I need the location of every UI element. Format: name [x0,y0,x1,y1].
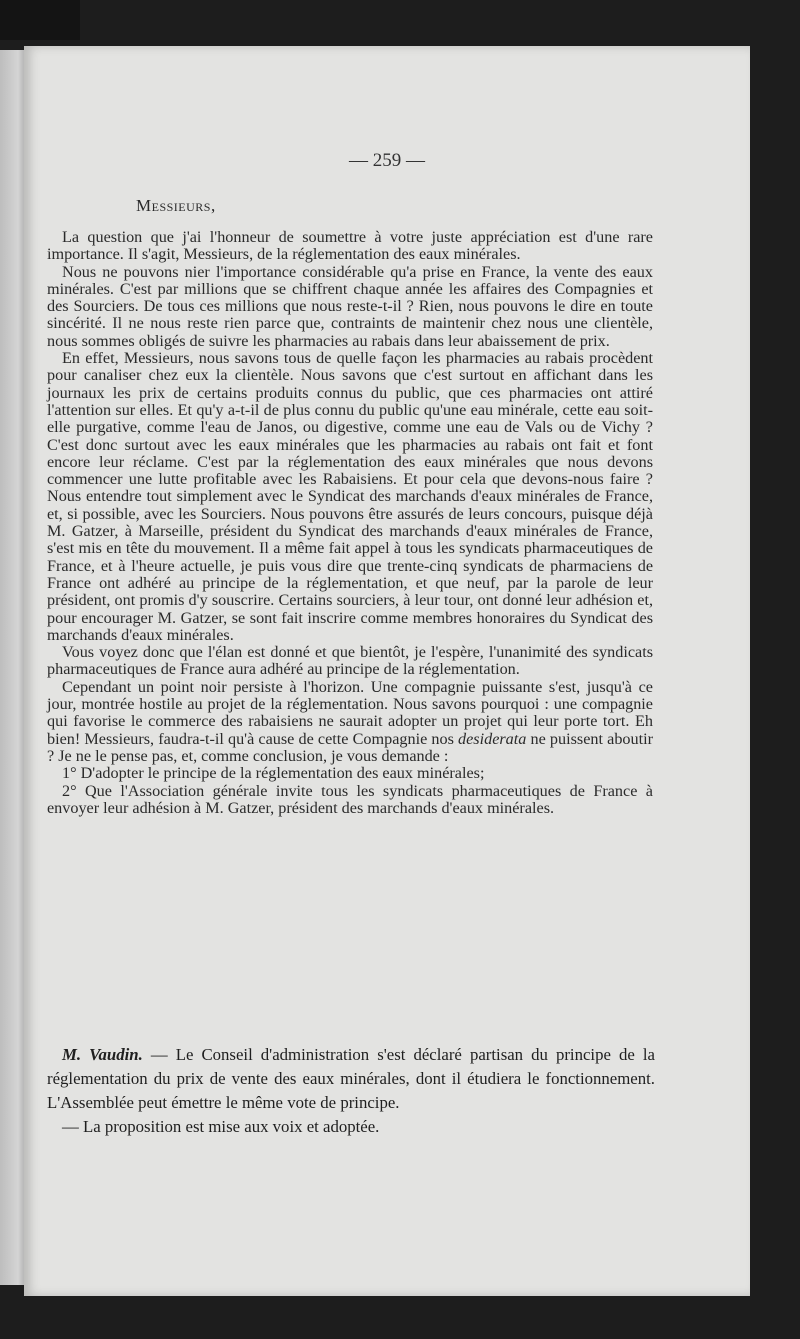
speaker-statement: — Le Conseil d'administration s'est déclaré partisan du principe de la réglementation du prix de vente des eaux minérales, dont il étudiera le fonctionnement. L'Assemblée peut émettre le même vote de principe. [47,1045,655,1112]
conclusion-item-1: 1° D'adopter le principe de la réglementation des eaux minérales; [62,764,485,783]
paragraph-cependant [47,679,653,765]
paragraph-elan: Vous voyez donc que l'élan est donné et que bientôt, je l'espère, l'unanimité des syndicats pharmaceutiques de France aura adhéré au principe de la réglementation. [47,643,653,679]
speaker-name: M. Vaudin. [62,1045,143,1064]
cependant-text-end: ne puissent aboutir ? Je ne le pense pas, et, comme conclusion, je vous demande : [47,729,653,765]
page-number: — 259 — [349,150,425,171]
salutation: Messieurs, [136,196,216,215]
paragraph-importance: Nous ne pouvons nier l'importance considérable qu'a prise en France, la vente des eaux minérales. C'est par millions que se chiffrent chaque année les affaires des Compagnies et des Sourciers. De tous ces millions que nous reste-t-il ? Rien, nous pouvons le dire en toute sincérité. Il ne nous reste rien parce que, contraints de maintenir chez nous une clientèle, nous sommes obligés de suivre les pharmacies au rabais dans leur abaissement de prix. [47,262,653,350]
scan-corner-shadow [0,0,80,40]
conclusion-item-2: 2° Que l'Association générale invite tous les syndicats pharmaceutiques de France à envoyer leur adhésion à M. Gatzer, président des marchands d'eaux minérales. [47,781,653,817]
paragraph-rabais: En effet, Messieurs, nous savons tous de quelle façon les pharmacies au rabais procèdent pour canaliser chez eux la clientèle. Nous savons que c'est surtout en affichant dans les journaux les prix de certains produits connus du public, que ces pharmacies ont attiré l'attention sur elles. Et qu'y a-t-il de plus connu du public qu'une eau minérale, cette eau soit-elle purgative, comme l'eau de Janos, ou digestive, comme une eau de Vals ou de Vichy ? C'est donc surtout avec les eaux minérales que les pharmacies au rabais ont fait et font encore leur réclame. C'est par la réglementation des eaux minérales que nous devons commencer une lutte profitable avec les Rabaisiens. Et pour cela que devons-nous faire ? Nous entendre tout simplement avec le Syndicat des marchands d'eaux minérales de France, et, si possible, avec les Sourciers. Nous pouvons être assurés de leurs concours, puisque déjà M. Gatzer, à Marseille, président du Syndicat des marchands d'eaux minérales de France, s'est mis en tête du mouvement. Il a même fait appel à tous les syndicats pharmaceutiques de France, et à l'heure actuelle, je puis vous dire que trente-cinq syndicats de pharmaciens de France ont adhéré au principe de la réglementation, et que neuf, par la parole de leur président, ont promis d'y souscrire. Certains sourciers, à leur tour, ont donné leur adhésion et, pour encourager M. Gatzer, se sont fait inscrire comme membres honoraires du Syndicat des marchands d'eaux minérales. [47,349,653,644]
minutes-statement [47,1043,655,1115]
report-body [47,229,653,817]
document-page [24,46,750,1296]
cependant-text-start: Cependant un point noir persiste à l'horizon. Une compagnie puissante s'est, jusqu'à ce jour, montrée hostile au projet de la réglementation. Nous savons pourquoi : une compagnie qui favorise le commerce des rabaisiens ne saurait adopter un projet qui leur porte tort. Eh bien! Messieurs, faudra-t-il qu'à cause de cette Compagnie nos [47,677,653,748]
desiderata-term: desiderata [458,729,527,748]
paragraph-intro: La question que j'ai l'honneur de soumettre à votre juste appréciation est d'une rare importance. Il s'agit, Messieurs, de la réglementation des eaux minérales. [47,228,653,264]
vote-result: — La proposition est mise aux voix et adoptée. [62,1117,380,1136]
meeting-minutes [47,1043,655,1139]
